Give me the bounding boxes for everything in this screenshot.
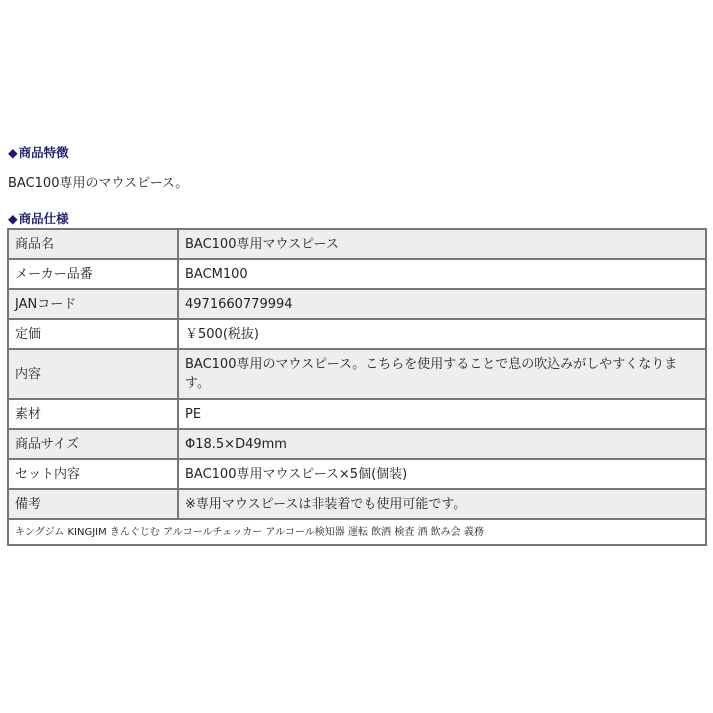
row-value: BACM100 bbox=[178, 259, 706, 289]
row-value: BAC100専用マウスピース bbox=[178, 229, 706, 259]
row-value: ※専用マウスピースは非装着でも使用可能です。 bbox=[178, 489, 706, 519]
row-label: 商品名 bbox=[8, 229, 178, 259]
table-row-product-name bbox=[8, 229, 706, 259]
table-row-keywords bbox=[8, 519, 706, 545]
row-label: セット内容 bbox=[8, 459, 178, 489]
specs-heading bbox=[8, 209, 69, 227]
specs-heading-text: 商品仕様 bbox=[18, 211, 69, 226]
row-label: 素材 bbox=[8, 399, 178, 429]
table-row-contents bbox=[8, 349, 706, 399]
features-description: BAC100専用のマウスピース。 bbox=[8, 176, 189, 191]
table-row-size bbox=[8, 429, 706, 459]
row-label: 内容 bbox=[8, 349, 178, 399]
row-label: 定価 bbox=[8, 319, 178, 349]
row-value: BAC100専用のマウスピース。こちらを使用することで息の吹込みがしやすくなります。 bbox=[178, 349, 706, 399]
keywords-text: キングジム KINGJIM きんぐじむ アルコールチェッカー アルコール検知器 運転 飲酒 検査 酒 飲み会 義務 bbox=[8, 519, 706, 545]
table-row-notes bbox=[8, 489, 706, 519]
features-heading-text: 商品特徴 bbox=[18, 145, 69, 160]
table-row-maker-code bbox=[8, 259, 706, 289]
row-label: メーカー品番 bbox=[8, 259, 178, 289]
table-row-material bbox=[8, 399, 706, 429]
row-value: ￥500(税抜) bbox=[178, 319, 706, 349]
features-heading bbox=[8, 143, 69, 161]
diamond-icon: ◆ bbox=[8, 145, 18, 160]
table-row-set-contents bbox=[8, 459, 706, 489]
table-row-jan-code bbox=[8, 289, 706, 319]
row-label: JANコード bbox=[8, 289, 178, 319]
table-row-price bbox=[8, 319, 706, 349]
row-value: 4971660779994 bbox=[178, 289, 706, 319]
row-label: 商品サイズ bbox=[8, 429, 178, 459]
row-value: Φ18.5×D49mm bbox=[178, 429, 706, 459]
row-value: BAC100専用マウスピース×5個(個装) bbox=[178, 459, 706, 489]
row-value: PE bbox=[178, 399, 706, 429]
diamond-icon: ◆ bbox=[8, 211, 18, 226]
row-label: 備考 bbox=[8, 489, 178, 519]
spec-table bbox=[7, 228, 707, 546]
